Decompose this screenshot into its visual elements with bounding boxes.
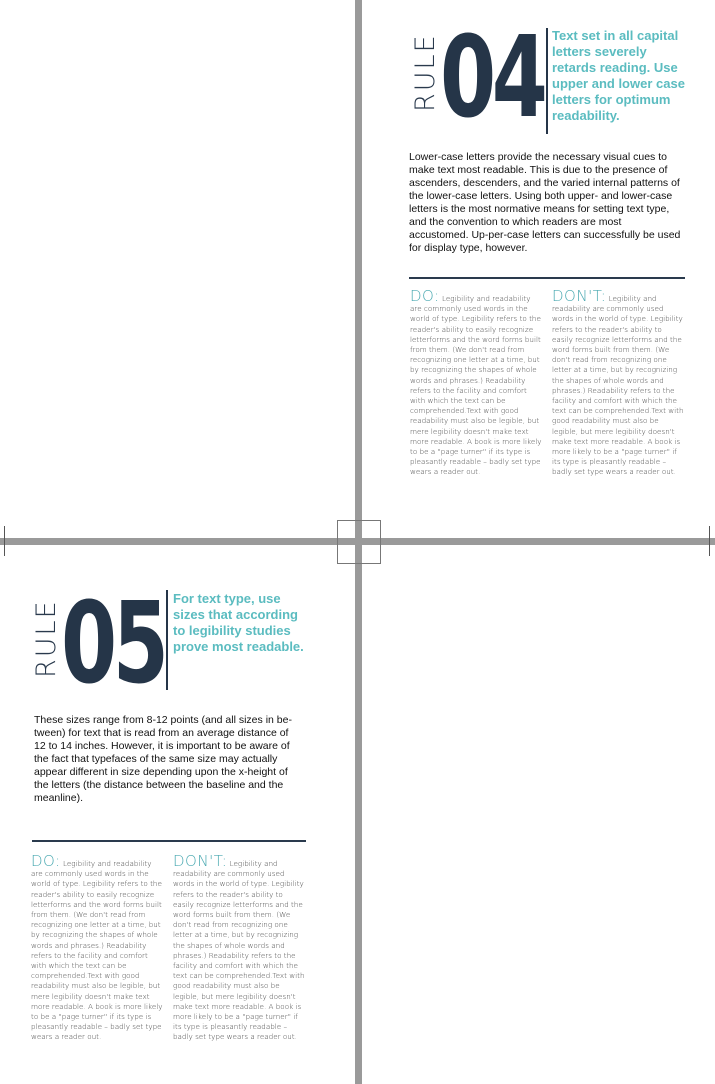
rule-04-do-text: Legibility and readability are commonly used words in the world of type. Legibility refers to the reader's ability to easily recognize letterforms and the word forms built from them. (We don't read from recognizing one letter at a time, but by recognizing the shapes of whole words and phrases.) Readability refers to the facility and comfort with which the text can be comprehended.Text with good readability must also be legible, but mere legibility doesn't make text more readable. A book is more likely to be a "page turner" if its type is pleasantly readable – badly set type wears a reader out. bbox=[410, 294, 542, 477]
rule-04-divider bbox=[409, 277, 685, 279]
rule-05-number: 05 bbox=[61, 579, 165, 709]
rule-05-body: These sizes range from 8-12 points (and all sizes in be-tween) for text that is read from an average distance of 12 to 14 inches. However, it is important to be aware of the fact that typefaces of the same size may actually appear different in size depending upon the x-height of the letters (the distance between the baseline and the meanline). bbox=[34, 714, 292, 804]
rule-04-body: Lower-case letters provide the necessary visual cues to make text most readable. This is due to the presence of ascenders, descenders, and the varied internal patterns of the lower-case letters. Using both upper- and lower-case letters is the most normative means for setting text type, and the convention to which readers are most accustomed. Up-per-case letters can successfully be used for display type, however. bbox=[409, 151, 681, 254]
rule-04-bar bbox=[546, 28, 548, 134]
rule-05-dont-column bbox=[173, 852, 305, 1043]
rule-04-dont-column bbox=[552, 287, 684, 478]
rule-05-dont-text: Legibility and readability are commonly used words in the world of type. Legibility refers to the reader's ability to easily recognize letterforms and the word forms built from them. (We don't read from recognizing one letter at a time, but by recognizing the shapes of whole words and phrases.) Readability refers to the facility and comfort with which the text can be comprehended.Text with good readability must also be legible, but mere legibility doesn't make text more readable. A book is more likely to be a "page turner" if its type is pleasantly readable – badly set type wears a reader out. bbox=[173, 859, 305, 1042]
rule-04-label: RULE bbox=[410, 33, 441, 112]
rule-04-dont-text: Legibility and readability are commonly used words in the world of type. Legibility refers to the reader's ability to easily recognize letterforms and the word forms built from them. (We don't read from recognizing one letter at a time, but by recognizing the shapes of whole words and phrases.) Readability refers to the facility and comfort with which the text can be comprehended.Text with good readability must also be legible, but mere legibility doesn't make text more readable. A book is more likely to be a "page turner" if its type is pleasantly readable – badly set type wears a reader out. bbox=[552, 294, 684, 477]
crop-mark-box bbox=[337, 520, 381, 564]
rule-04-dont-label: DON'T: bbox=[552, 287, 607, 305]
rule-04-tagline: Text set in all capital letters severely retards reading. Use upper and lower case letters for optimum readability. bbox=[552, 28, 685, 123]
rule-05-tagline: For text type, use sizes that according to legibility studies prove most readable. bbox=[173, 591, 304, 654]
rule-04-do-column bbox=[410, 287, 542, 478]
crop-tick-right bbox=[709, 526, 710, 556]
rule-05-do-label: DO: bbox=[31, 852, 61, 870]
rule-04-do-label: DO: bbox=[410, 287, 440, 305]
rule-04-number: 04 bbox=[440, 13, 544, 143]
rule-05-dont-label: DON'T: bbox=[173, 852, 228, 870]
rule-05-label: RULE bbox=[31, 599, 62, 678]
rule-05-bar bbox=[166, 590, 168, 690]
crop-tick-left bbox=[4, 526, 5, 556]
rule-05-do-column bbox=[31, 852, 163, 1043]
rule-05-divider bbox=[32, 840, 306, 842]
rule-05-do-text: Legibility and readability are commonly used words in the world of type. Legibility refers to the reader's ability to easily recognize letterforms and the word forms built from them. (We don't read from recognizing one letter at a time, but by recognizing the shapes of whole words and phrases.) Readability refers to the facility and comfort with which the text can be comprehended.Text with good readability must also be legible, but mere legibility doesn't make text more readable. A book is more likely to be a "page turner" if its type is pleasantly readable – badly set type wears a reader out. bbox=[31, 859, 163, 1042]
